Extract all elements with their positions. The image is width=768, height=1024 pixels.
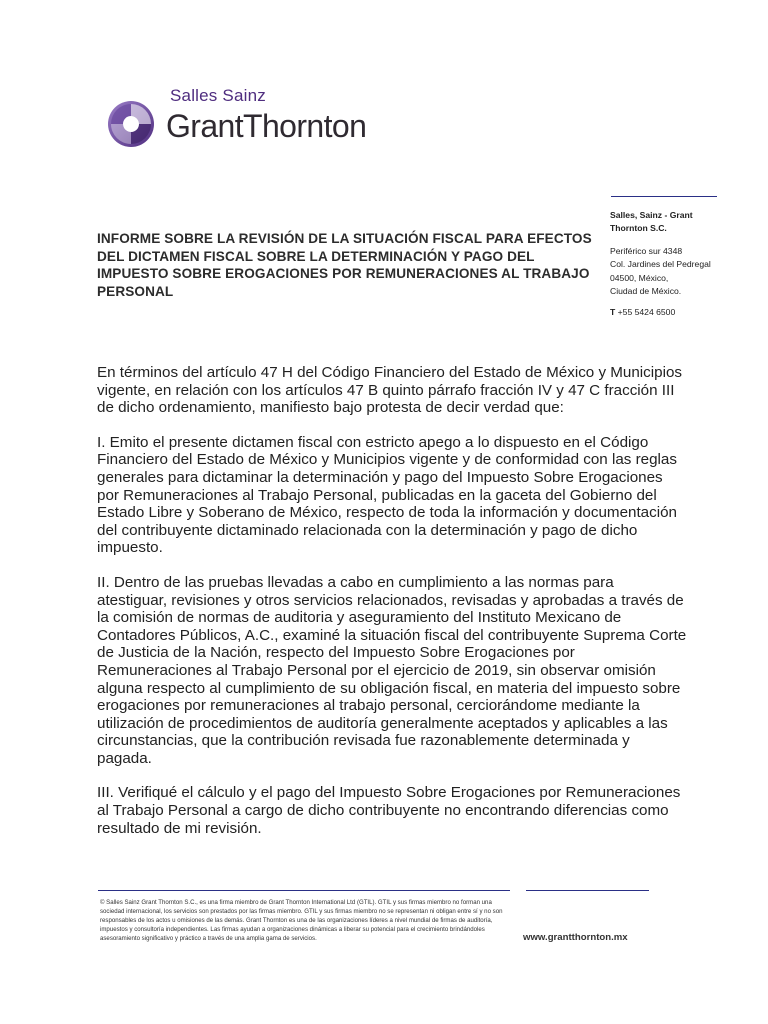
footer-divider-right xyxy=(526,890,649,891)
address-phone xyxy=(610,306,750,319)
firm-name-line1: Salles, Sainz - Grant xyxy=(610,210,693,220)
brand-subtitle: Salles Sainz xyxy=(170,86,266,105)
paragraph-i: I. Emito el presente dictamen fiscal con estricto apego a lo dispuesto en el Código Financiero del Estado de México y Municipios vigente y de conformidad con las reglas generales para dictaminar la determinación y pago del Impuesto Sobre Erogaciones por Remuneraciones al Trabajo Personal, publicadas en la gaceta del Gobierno del Estado Libre y Soberano de México, respecto de toda la información y documentación del contribuyente dictaminado relacionada con la determinación y pago de dicho impuesto. xyxy=(97,433,677,557)
footer-disclaimer: © Salles Sainz Grant Thornton S.C., es una firma miembro de Grant Thornton International Ltd (GTIL). GTIL y sus firmas miembro no forman una sociedad internacional, los servicios son prestados por las firmas miembro. GTIL y sus firmas miembro no se representan ni obligan entre sí y no son responsables de los actos u omisiones de las demás. Grant Thornton es una de las organizaciones líderes a nivel mundial de firmas de auditoría, impuestos y consultoría independientes. Las firmas ayudan a organizaciones dinámicas a liberar su potencial para el crecimiento brindándoles asesoramiento significativo y práctico a través de una amplia gama de servicios. xyxy=(100,899,503,942)
address-postal: 04500, México, xyxy=(610,272,669,283)
document-title: INFORME SOBRE LA REVISIÓN DE LA SITUACIÓN FISCAL PARA EFECTOS DEL DICTAMEN FISCAL SOBRE LA DETERMINACIÓN Y PAGO DEL IMPUESTO SOBRE EROGACIONES POR REMUNERACIONES AL TRABAJO PERSONAL xyxy=(97,231,592,299)
footer-divider-left xyxy=(98,890,510,891)
document-body xyxy=(97,364,687,854)
paragraph-ii: II. Dentro de las pruebas llevadas a cabo en cumplimiento a las normas para atestiguar, revisiones y otros servicios relacionados, revisadas y aprobadas a través de la comisión de normas de auditoria y aseguramiento del Instituto Mexicano de Contadores Públicos, A.C., examiné la situación fiscal del contribuyente Suprema Corte de Justicia de la Nación, respecto del Impuesto Sobre Erogaciones por Remuneraciones al Trabajo Personal por el ejercicio de 2019, sin observar omisión alguna respecto al cumplimiento de su obligación fiscal, en materia del impuesto sobre erogaciones por remuneraciones al trabajo personal, cerciorándome mediante la utilización de procedimientos de auditoría generalmente aceptados y aplicables a las circunstancias, que la contribución revisada fue razonablemente determinada y pagada. xyxy=(97,573,687,767)
address-city: Ciudad de México. xyxy=(610,286,682,297)
paragraph-iii: III. Verifiqué el cálculo y el pago del Impuesto Sobre Erogaciones por Remuneraciones al Trabajo Personal a cargo de dicho contribuyente no encontrando diferencias como resultado de mi revisión. xyxy=(97,784,681,837)
phone-label: T xyxy=(610,307,616,318)
address-divider xyxy=(611,196,717,197)
firm-name-line2: Thornton S.C. xyxy=(610,223,667,234)
address-colonia: Col. Jardines del Pedregal xyxy=(610,259,711,270)
address-street: Periférico sur 4348 xyxy=(610,245,683,256)
footer-website-link[interactable]: www.grantthornton.mx xyxy=(523,932,628,943)
paragraph-intro: En términos del artículo 47 H del Código Financiero del Estado de México y Municipios vigente, en relación con los artículos 47 B quinto párrafo fracción IV y 47 C fracción III de dicho ordenamiento, manifiesto bajo protesta de decir verdad que: xyxy=(97,364,683,417)
grant-thornton-mark-icon xyxy=(106,99,156,149)
company-logo xyxy=(106,86,386,152)
phone-number: +55 5424 6500 xyxy=(617,307,676,318)
office-address xyxy=(610,209,750,320)
brand-name: GrantThornton xyxy=(166,108,367,144)
